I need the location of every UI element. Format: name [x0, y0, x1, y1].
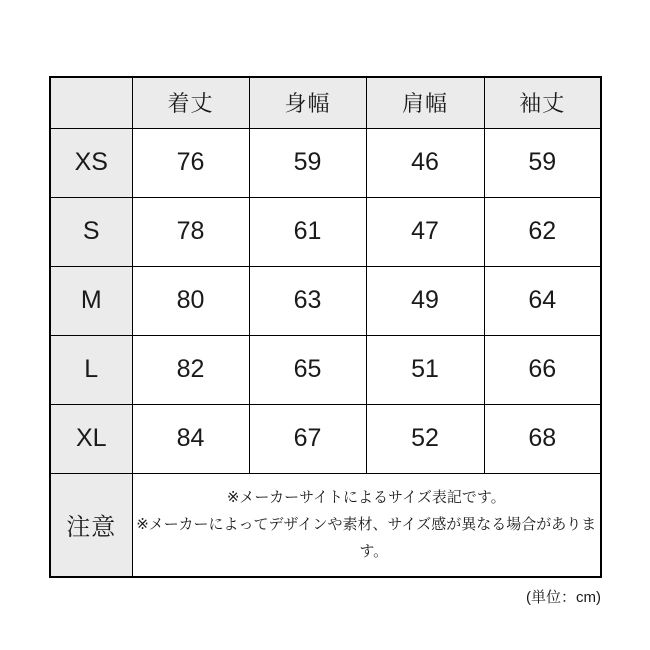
table-row-xs	[50, 128, 601, 197]
size-value-cell: 67	[249, 404, 366, 473]
row-label-m: M	[50, 266, 132, 335]
size-value-cell: 76	[132, 128, 249, 197]
table-row-s	[50, 197, 601, 266]
table-row-l	[50, 335, 601, 404]
size-value-cell: 49	[366, 266, 484, 335]
size-value-cell: 63	[249, 266, 366, 335]
row-label-l: L	[50, 335, 132, 404]
row-label-s: S	[50, 197, 132, 266]
table-row-note	[50, 473, 601, 577]
size-value-cell: 47	[366, 197, 484, 266]
size-value-cell: 80	[132, 266, 249, 335]
corner-cell	[50, 77, 132, 128]
size-value-cell: 65	[249, 335, 366, 404]
size-value-cell: 51	[366, 335, 484, 404]
size-value-cell: 62	[484, 197, 601, 266]
col-header-length: 着丈	[132, 77, 249, 128]
size-value-cell: 68	[484, 404, 601, 473]
note-line: ※メーカーによってデザインや素材、サイズ感が異なる場合があります。	[136, 516, 597, 561]
size-value-cell: 64	[484, 266, 601, 335]
table-row-m	[50, 266, 601, 335]
col-header-shoulder-width: 肩幅	[366, 77, 484, 128]
col-header-body-width: 身幅	[249, 77, 366, 128]
col-header-sleeve-length: 袖丈	[484, 77, 601, 128]
note-cell	[132, 473, 601, 577]
note-line: ※メーカーサイトによるサイズ表記です。	[226, 489, 506, 507]
size-chart-table	[49, 76, 602, 578]
size-value-cell: 46	[366, 128, 484, 197]
size-value-cell: 66	[484, 335, 601, 404]
row-label-xs: XS	[50, 128, 132, 197]
size-value-cell: 78	[132, 197, 249, 266]
size-chart	[49, 76, 602, 578]
table-row-xl	[50, 404, 601, 473]
size-value-cell: 59	[484, 128, 601, 197]
size-value-cell: 59	[249, 128, 366, 197]
header-row	[50, 77, 601, 128]
size-value-cell: 84	[132, 404, 249, 473]
note-label: 注意	[50, 473, 132, 577]
size-value-cell: 52	[366, 404, 484, 473]
row-label-xl: XL	[50, 404, 132, 473]
size-value-cell: 61	[249, 197, 366, 266]
size-value-cell: 82	[132, 335, 249, 404]
unit-note: (単位：cm)	[526, 589, 601, 606]
